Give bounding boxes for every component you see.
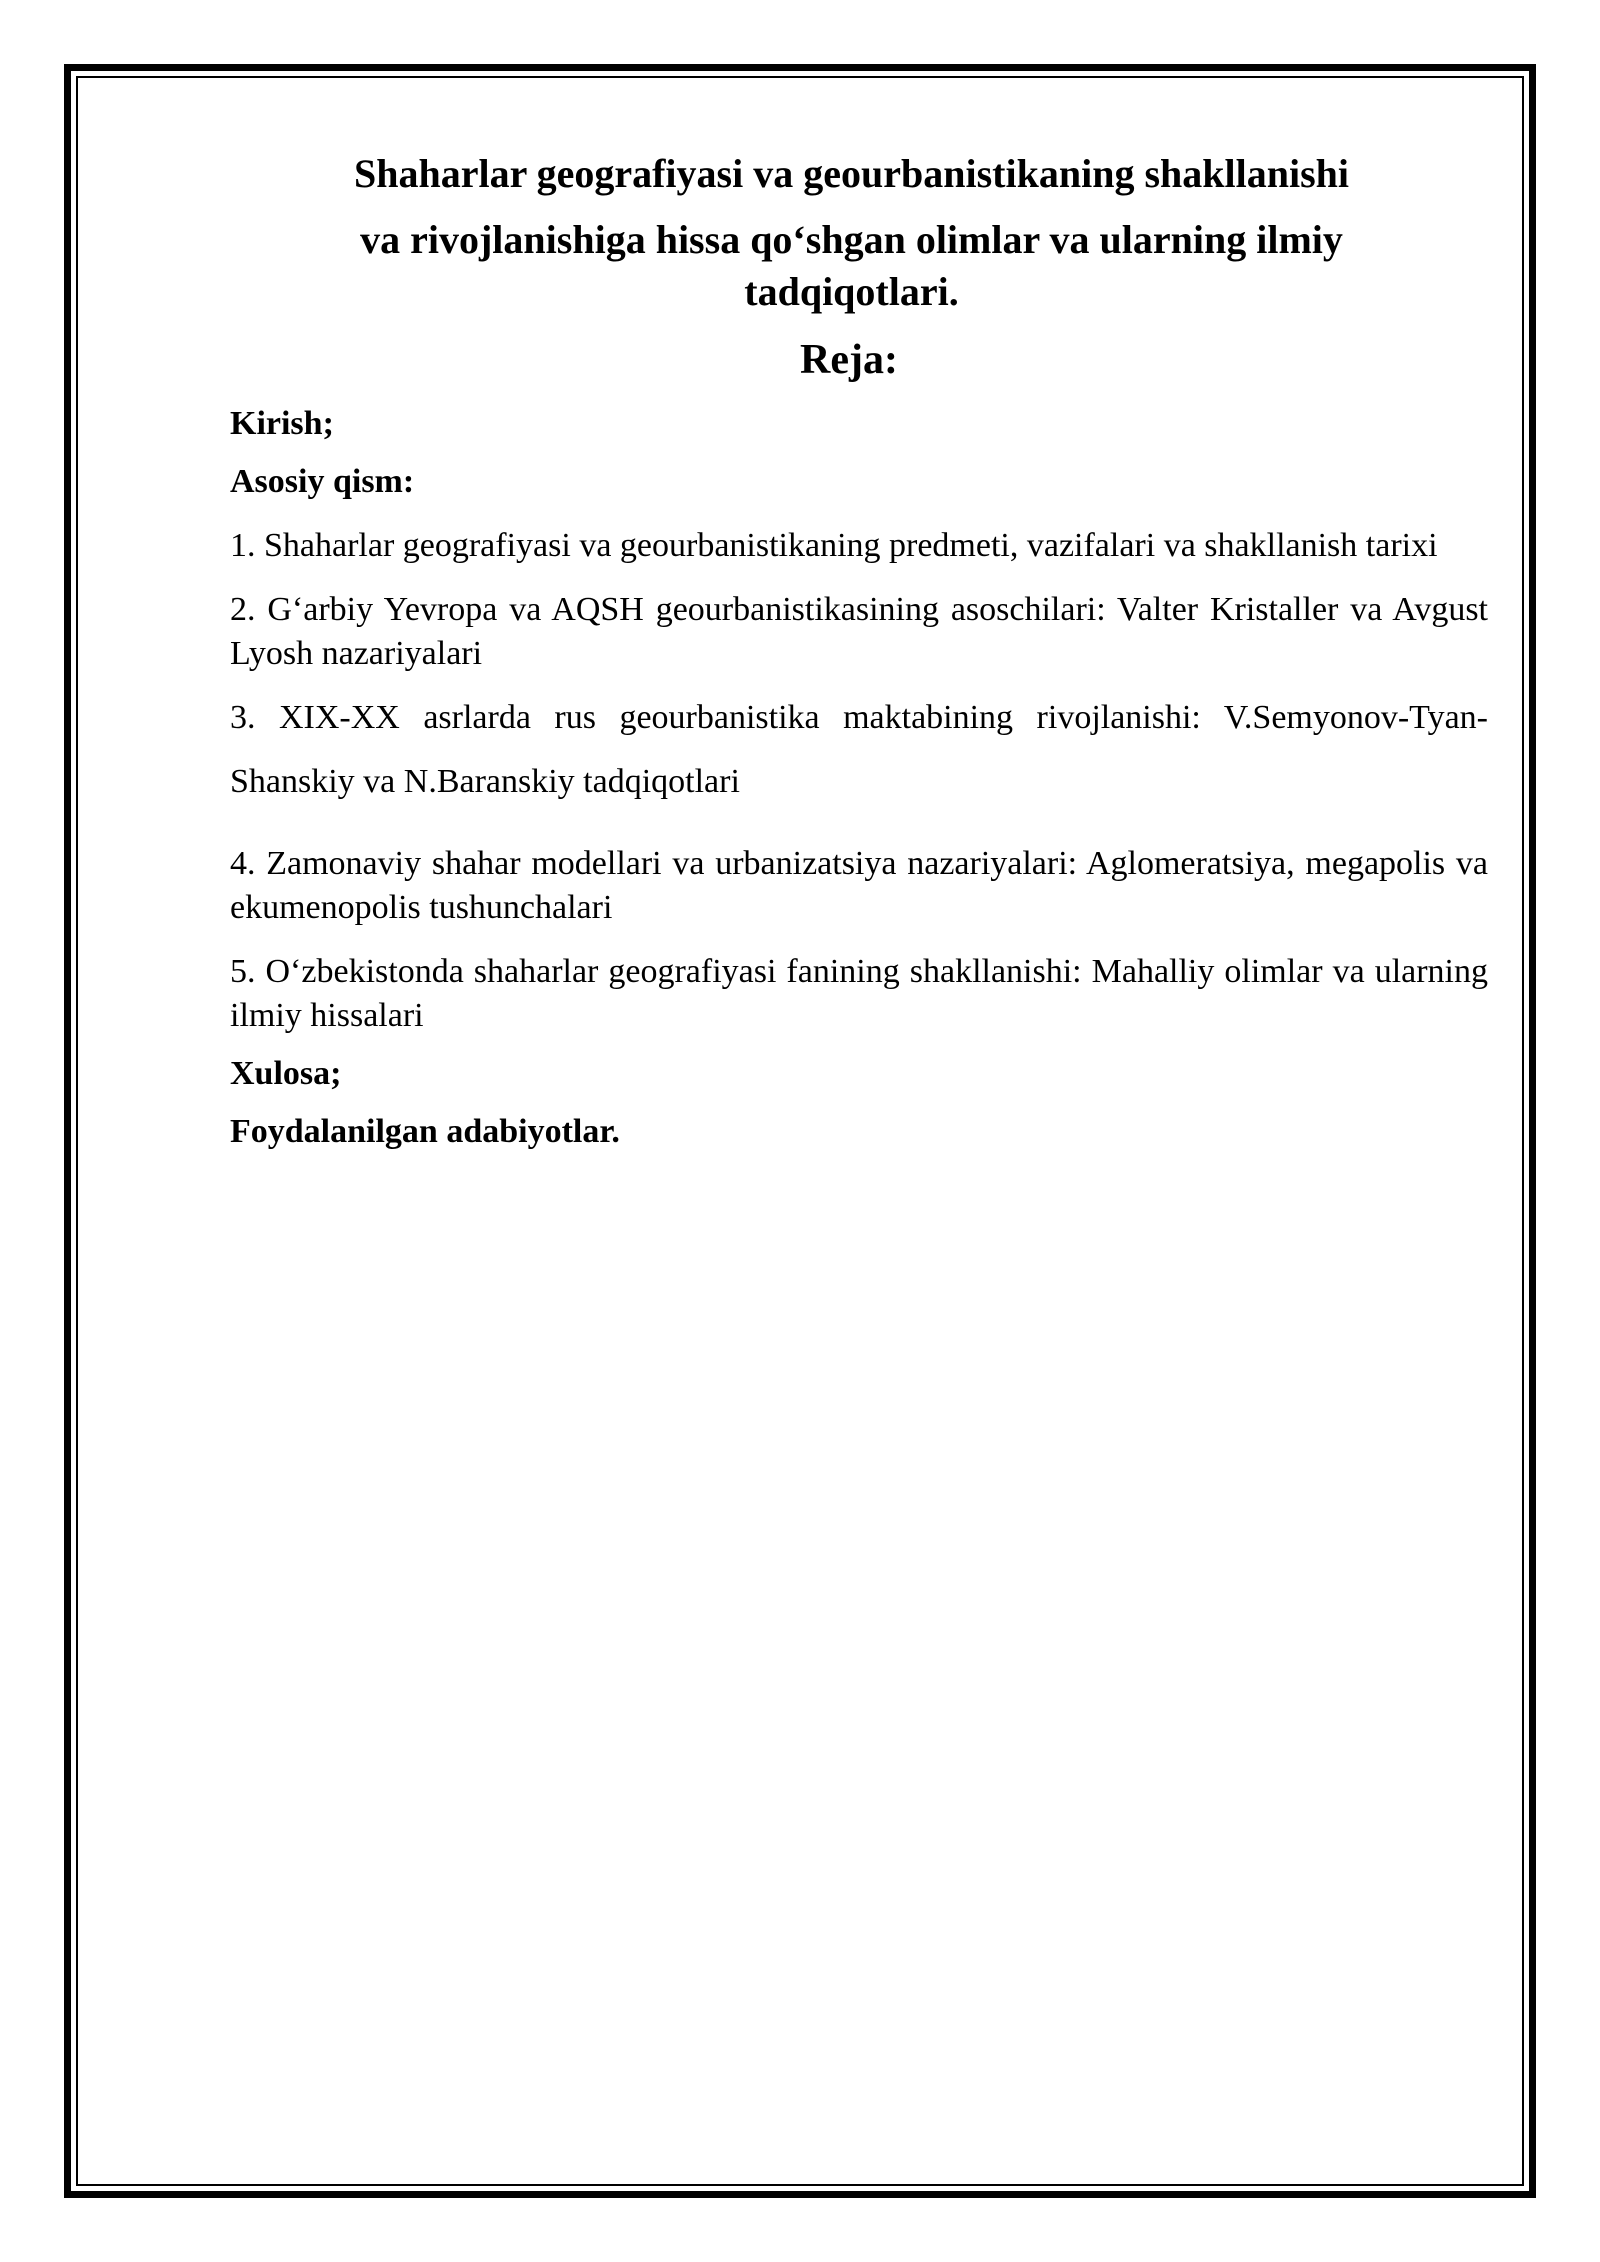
- plan-heading: Reja:: [800, 337, 898, 383]
- references-heading: Foydalanilgan adabiyotlar.: [230, 1113, 620, 1150]
- document-body: [230, 148, 1488, 1154]
- plan-item-5: 5. O‘zbekistonda shaharlar geografiyasi fanining shakllanishi: Mahalliy olimlar va ularning ilmiy hissalari: [230, 953, 1488, 1034]
- plan-item-3: 3. XIX-XX asrlarda rus geourbanistika maktabining rivojlanishi: V.Semyonov-Tyan-Shanskiy va N.Baranskiy tadqiqotlari: [230, 699, 1488, 800]
- title-line-1: Shaharlar geografiyasi va geourbanistikaning shakllanishi: [353, 151, 1350, 196]
- intro-heading: Kirish;: [230, 405, 334, 442]
- plan-item-2: 2. G‘arbiy Yevropa va AQSH geourbanistikasining asoschilari: Valter Kristaller va Avgust Lyosh nazariyalari: [230, 591, 1488, 672]
- document-title: [270, 148, 1433, 318]
- conclusion-heading: Xulosa;: [230, 1055, 342, 1092]
- main-part-heading: Asosiy qism:: [230, 463, 415, 500]
- plan-item-1: 1. Shaharlar geografiyasi va geourbanistikaning predmeti, vazifalari va shakllanish tarixi: [230, 527, 1438, 564]
- title-line-2: va rivojlanishiga hissa qo‘shgan olimlar va ularning ilmiy tadqiqotlari.: [360, 217, 1343, 314]
- plan-item-4: 4. Zamonaviy shahar modellari va urbanizatsiya nazariyalari: Aglomeratsiya, megapolis va ekumenopolis tushunchalari: [230, 845, 1488, 926]
